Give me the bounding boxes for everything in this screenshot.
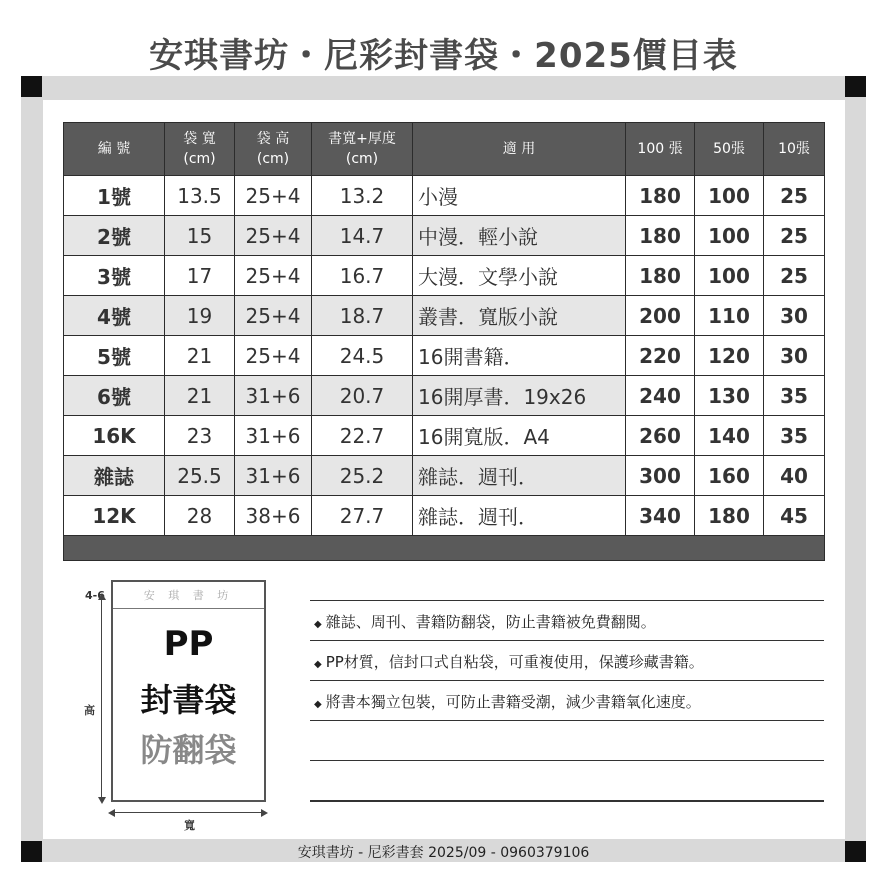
table-row [64, 376, 825, 416]
price-100-cell: 300 [626, 456, 695, 496]
note-text-3 [314, 691, 701, 712]
price-100-cell: 180 [626, 256, 695, 296]
use-cell: 16開寬版．A4 [413, 416, 626, 456]
bag-width-cell: 13.5 [165, 176, 235, 216]
diamond-bullet-icon: ◆ [314, 699, 322, 710]
price-50-cell: 100 [695, 216, 764, 256]
bag-height-cell: 31+6 [235, 456, 312, 496]
use-cell: 雜誌．週刊． [413, 496, 626, 536]
price-50-cell: 100 [695, 176, 764, 216]
use-cell: 叢書．寬版小說 [413, 296, 626, 336]
use-cell: 大漫．文學小說 [413, 256, 626, 296]
bag-pp-text: PP [163, 624, 214, 664]
book-size-cell: 27.7 [312, 496, 413, 536]
bag-illustration [111, 580, 266, 802]
size-code-cell: 雜誌 [64, 456, 165, 496]
bag-height-cell: 38+6 [235, 496, 312, 536]
price-10-cell: 35 [764, 376, 825, 416]
price-10-cell: 30 [764, 296, 825, 336]
bag-line2-text: 防翻袋 [140, 731, 237, 769]
header-book-size-unit: (cm) [345, 151, 379, 167]
table-row [64, 216, 825, 256]
size-code-cell: 1號 [64, 176, 165, 216]
header-bag-width [165, 123, 235, 176]
size-code-cell: 5號 [64, 336, 165, 376]
diamond-bullet-icon: ◆ [314, 659, 322, 670]
bag-height-cell: 25+4 [235, 296, 312, 336]
header-bag-height [235, 123, 312, 176]
bag-height-cell: 31+6 [235, 376, 312, 416]
header-use: 適 用 [413, 123, 626, 176]
book-size-cell: 13.2 [312, 176, 413, 216]
table-footer-bar [64, 536, 825, 561]
note-text-1 [314, 611, 656, 632]
footer-text: 安琪書坊 - 尼彩書套 2025/09 - 0960379106 [297, 845, 590, 861]
page-title: 安琪書坊・尼彩封書袋・2025價目表 [149, 36, 738, 76]
arrow-up-icon [98, 593, 106, 600]
price-50-cell: 180 [695, 496, 764, 536]
use-cell: 小漫 [413, 176, 626, 216]
table-body [64, 176, 825, 561]
bag-width-cell: 17 [165, 256, 235, 296]
arrow-left-icon [108, 809, 115, 817]
flap-size-label: 4-6 [85, 589, 105, 602]
book-size-cell: 25.2 [312, 456, 413, 496]
bag-width-cell: 15 [165, 216, 235, 256]
bag-height-cell: 25+4 [235, 216, 312, 256]
price-100-cell: 260 [626, 416, 695, 456]
price-10-cell: 25 [764, 176, 825, 216]
note-blank-line [310, 720, 824, 760]
price-50-cell: 110 [695, 296, 764, 336]
table-footer-row [64, 536, 825, 561]
bag-brand-text: 安 琪 書 坊 [143, 589, 234, 602]
book-size-cell: 16.7 [312, 256, 413, 296]
bag-width-cell: 19 [165, 296, 235, 336]
header-bag-height-label: 袋 高 [256, 131, 290, 147]
table-row [64, 416, 825, 456]
bag-height-cell: 25+4 [235, 176, 312, 216]
size-code-cell: 4號 [64, 296, 165, 336]
price-50-cell: 100 [695, 256, 764, 296]
note-item [310, 640, 824, 680]
bag-height-cell: 31+6 [235, 416, 312, 456]
bag-height-cell: 25+4 [235, 256, 312, 296]
bag-width-cell: 21 [165, 336, 235, 376]
book-size-cell: 20.7 [312, 376, 413, 416]
size-code-cell: 2號 [64, 216, 165, 256]
use-cell: 中漫．輕小說 [413, 216, 626, 256]
note-1: 雜誌、周刊、書籍防翻袋，防止書籍被免費翻閱。 [325, 613, 656, 631]
use-cell: 雜誌．週刊． [413, 456, 626, 496]
price-100-cell: 240 [626, 376, 695, 416]
table-row [64, 456, 825, 496]
price-100-cell: 200 [626, 296, 695, 336]
header-price-50: 50張 [695, 123, 764, 176]
book-size-cell: 24.5 [312, 336, 413, 376]
height-label: 高 [84, 704, 95, 717]
price-50-cell: 130 [695, 376, 764, 416]
table-row [64, 176, 825, 216]
price-50-cell: 160 [695, 456, 764, 496]
header-bag-width-unit: (cm) [183, 151, 216, 167]
note-text-2 [314, 651, 704, 672]
price-table [63, 122, 825, 561]
arrow-right-icon [261, 809, 268, 817]
price-10-cell: 40 [764, 456, 825, 496]
note-blank-line [310, 760, 824, 800]
height-dimension-line [101, 598, 102, 798]
price-50-cell: 140 [695, 416, 764, 456]
table-header-row [64, 123, 825, 176]
table-row [64, 336, 825, 376]
price-50-cell: 120 [695, 336, 764, 376]
size-code-cell: 16K [64, 416, 165, 456]
header-price-100: 100 張 [626, 123, 695, 176]
arrow-down-icon [98, 797, 106, 804]
header-book-size-label: 書寬+厚度 [328, 131, 396, 147]
bag-flap-line [113, 608, 264, 609]
notes-list [310, 600, 824, 802]
note-blank-line [310, 800, 824, 802]
book-size-cell: 14.7 [312, 216, 413, 256]
price-10-cell: 35 [764, 416, 825, 456]
table-row [64, 496, 825, 536]
bag-width-cell: 28 [165, 496, 235, 536]
width-label: 寬 [184, 819, 195, 832]
size-code-cell: 12K [64, 496, 165, 536]
bag-diagram [80, 580, 280, 830]
bag-width-cell: 23 [165, 416, 235, 456]
size-code-cell: 3號 [64, 256, 165, 296]
header-price-10: 10張 [764, 123, 825, 176]
book-size-cell: 18.7 [312, 296, 413, 336]
price-100-cell: 180 [626, 176, 695, 216]
note-item [310, 680, 824, 720]
size-code-cell: 6號 [64, 376, 165, 416]
corner-mark-top-left [21, 76, 42, 97]
price-10-cell: 45 [764, 496, 825, 536]
note-item [310, 600, 824, 640]
header-bag-height-unit: (cm) [256, 151, 290, 167]
price-100-cell: 220 [626, 336, 695, 376]
header-bag-width-label: 袋 寬 [183, 131, 216, 147]
book-size-cell: 22.7 [312, 416, 413, 456]
price-10-cell: 30 [764, 336, 825, 376]
header-code: 編 號 [64, 123, 165, 176]
diamond-bullet-icon: ◆ [314, 619, 322, 630]
bag-width-cell: 25.5 [165, 456, 235, 496]
table-row [64, 256, 825, 296]
corner-mark-top-right [845, 76, 866, 97]
price-10-cell: 25 [764, 216, 825, 256]
price-100-cell: 340 [626, 496, 695, 536]
price-10-cell: 25 [764, 256, 825, 296]
use-cell: 16開厚書．19x26 [413, 376, 626, 416]
use-cell: 16開書籍． [413, 336, 626, 376]
note-3: 將書本獨立包裝，可防止書籍受潮，減少書籍氧化速度。 [325, 693, 701, 711]
bag-line1-text: 封書袋 [140, 681, 237, 719]
header-book-size [312, 123, 413, 176]
width-dimension-line [113, 812, 263, 813]
table-row [64, 296, 825, 336]
bag-width-cell: 21 [165, 376, 235, 416]
price-100-cell: 180 [626, 216, 695, 256]
bag-height-cell: 25+4 [235, 336, 312, 376]
note-2: PP材質，信封口式自粘袋，可重複使用，保護珍藏書籍。 [325, 653, 704, 671]
